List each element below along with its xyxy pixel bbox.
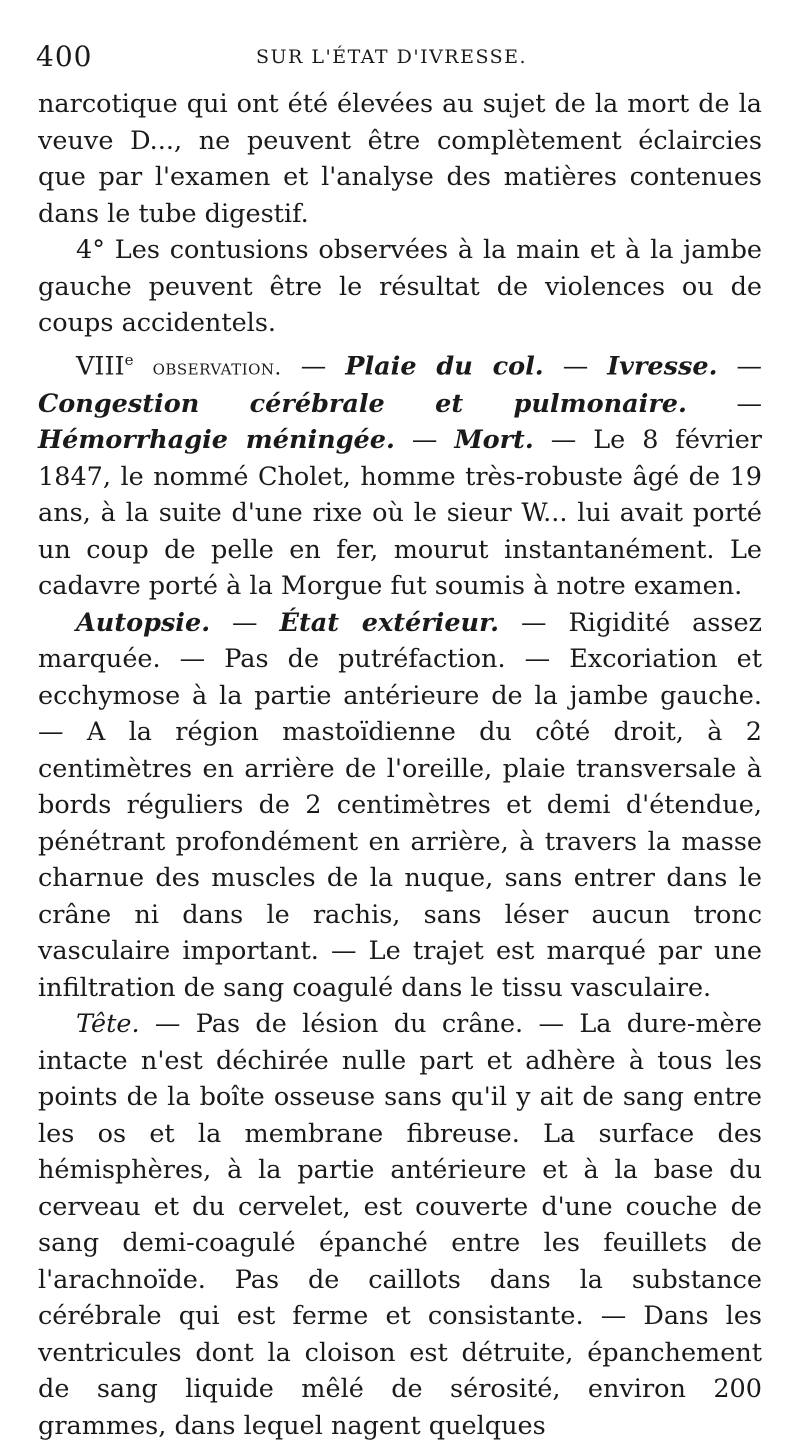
paragraph-continued: narcotique qui ont été élevées au sujet de la mort de la veuve D..., ne peuvent être complètement éclaircies que par l'examen et l'analyse des matières contenues dans le tube digestif. [38, 89, 762, 229]
paragraph-autopsie [38, 605, 762, 1007]
page-number: 400 [36, 40, 93, 73]
dash: — [686, 388, 763, 419]
autopsie-heading: Autopsie. [76, 607, 211, 638]
observation-title-3: Congestion cérébrale et pulmonaire. [38, 388, 687, 419]
observation-number: VIII [76, 351, 125, 381]
observation-title-2: Ivresse. [607, 351, 718, 381]
paragraph-observation-viii [38, 342, 762, 605]
page-body [38, 86, 762, 1444]
observation-text: — Le 8 février 1847, le nommé Cholet, homme très-robuste âgé de 19 ans, à la suite d'une rixe où le sieur W... lui avait porté un coup de pelle en fer, mourut instantanément. Le cadavre porté à la Morgue fut soumis à notre examen. [38, 425, 762, 601]
etat-exterieur-heading: État extérieur. [279, 607, 500, 638]
dash: — [543, 351, 608, 381]
observation-number-sup: e [124, 350, 134, 369]
dash: — [281, 351, 346, 381]
observation-title-5: Mort. [454, 425, 534, 455]
autopsie-text: — Rigidité assez marquée. — Pas de putréfaction. — Excoriation et ecchymose à la partie antérieure de la jambe gauche. — A la région mastoïdienne du côté droit, à 2 centimètres en arrière de l'oreille, plaie transversale à bords réguliers de 2 centimètres et demi d'étendue, pénétrant profondément en arrière, à travers la masse charnue des muscles de la nuque, sans entrer dans le crâne ni dans le rachis, sans léser aucun tronc vasculaire important. — Le trajet est marqué par une infiltration de sang coagulé dans le tissu vasculaire. [38, 607, 762, 1003]
paragraph-tete [38, 1006, 762, 1444]
observation-title-1: Plaie du col. [345, 351, 544, 381]
running-head: SUR L'ÉTAT D'IVRESSE. [256, 46, 528, 68]
dash: — [717, 351, 762, 381]
observation-title-4: Hémorrhagie méningée. [38, 425, 395, 455]
paragraph-conclusion-4: 4° Les contusions observées à la main et à la jambe gauche peuvent être le résultat de violences ou de coups accidentels. [38, 235, 762, 338]
dash: — [210, 607, 280, 638]
observation-label: observation. [152, 355, 282, 379]
tete-heading: Tête. [76, 1009, 140, 1039]
tete-text: — Pas de lésion du crâne. — La dure-mère intacte n'est déchirée nulle part et adhère à tous les points de la boîte osseuse sans qu'il y ait de sang entre les os et la membrane fibreuse. La surface des hémisphères, à la partie antérieure et à la base du cerveau et du cervelet, est couverte d'une couche de sang demi-coagulé épanché entre les feuillets de l'arachnoïde. Pas de caillots dans la substance cérébrale qui est ferme et consistante. — Dans les ventricules dont la cloison est détruite, épanchement de sang liquide mêlé de sérosité, environ 200 grammes, dans lequel nagent quelques [38, 1009, 762, 1441]
dash: — [394, 425, 455, 455]
page-header [36, 40, 760, 80]
